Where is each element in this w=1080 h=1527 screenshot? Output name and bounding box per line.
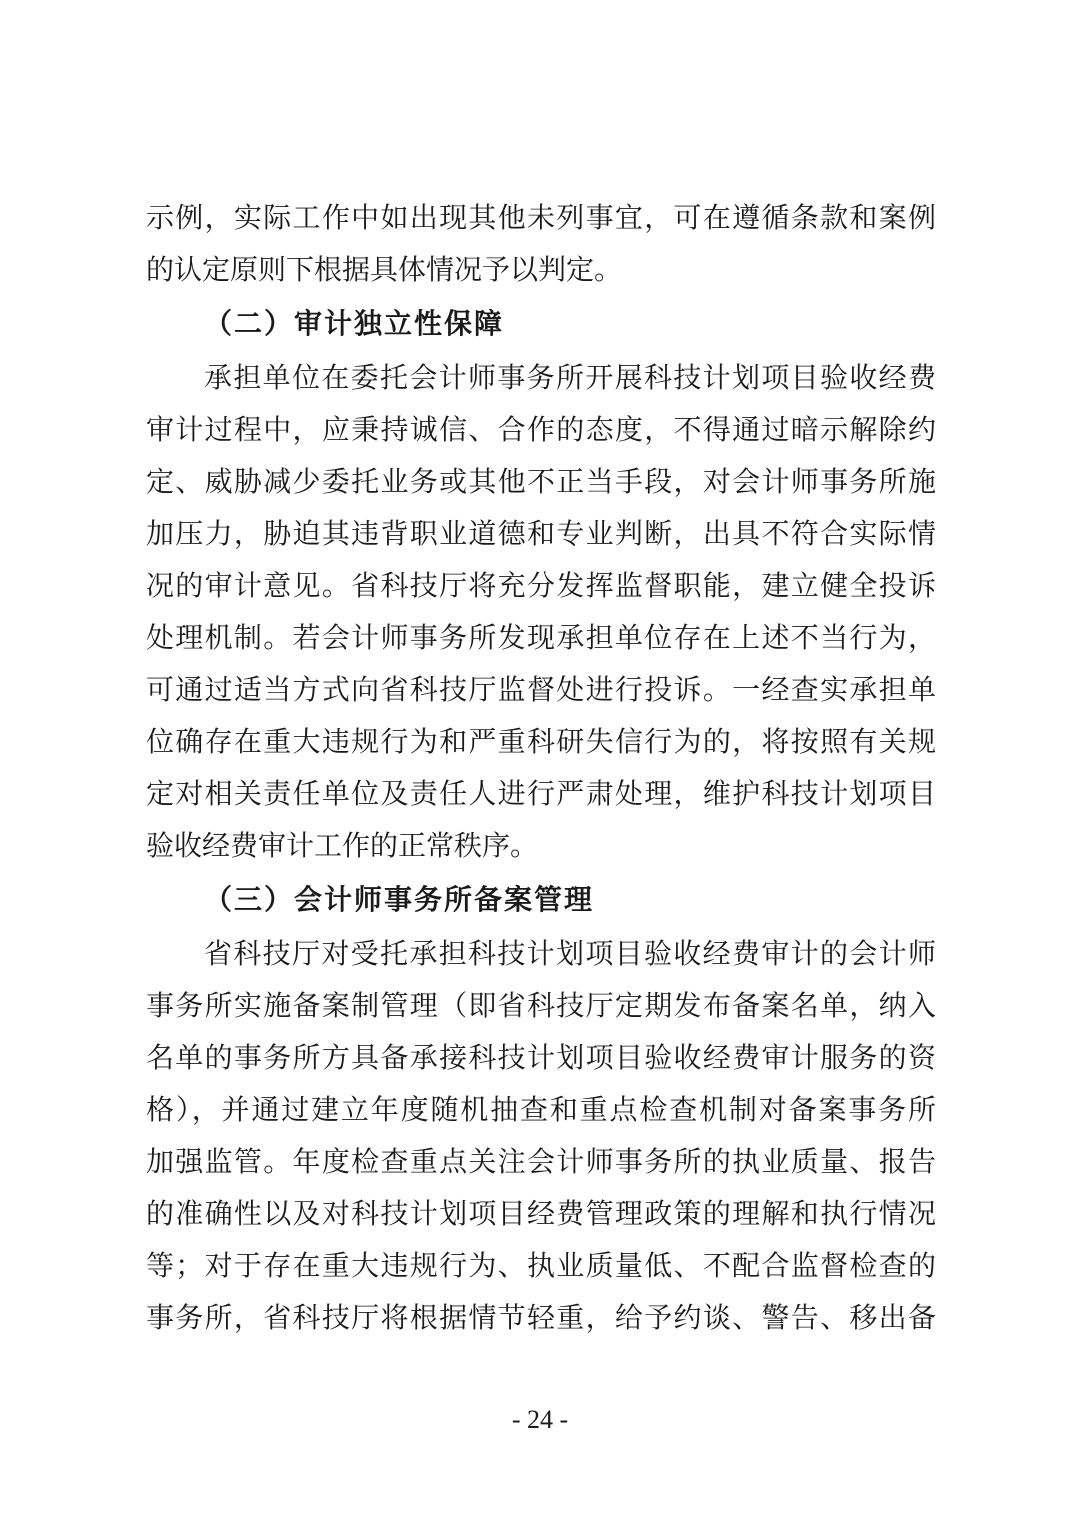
body-text-line: 的准确性以及对科技计划项目经费管理政策的理解和执行情况 <box>146 1197 936 1230</box>
page-number: - 24 - <box>511 1405 569 1434</box>
body-text-line: 况的审计意见。省科技厅将充分发挥监督职能，建立健全投诉 <box>146 569 936 602</box>
body-text-line: 省科技厅对受托承担科技计划项目验收经费审计的会计师 <box>204 937 936 970</box>
section-heading-3: （三）会计师事务所备案管理 <box>204 883 595 916</box>
body-text-line: 格），并通过建立年度随机抽查和重点检查机制对备案事务所 <box>146 1093 936 1126</box>
body-text-line: 处理机制。若会计师事务所发现承担单位存在上述不当行为， <box>146 621 936 654</box>
body-text-line: 的认定原则下根据具体情况予以判定。 <box>146 253 623 286</box>
body-text-line: 定、威胁减少委托业务或其他不正当手段，对会计师事务所施 <box>146 465 936 498</box>
body-text-line: 事务所，省科技厅将根据情节轻重，给予约谈、警告、移出备 <box>146 1301 936 1334</box>
body-text-line: 位确存在重大违规行为和严重科研失信行为的，将按照有关规 <box>146 725 936 758</box>
body-text-line: 示例，实际工作中如出现其他未列事宜，可在遵循条款和案例 <box>146 201 936 234</box>
body-text-line: 定对相关责任单位及责任人进行严肃处理，维护科技计划项目 <box>146 777 936 810</box>
body-text-line: 等；对于存在重大违规行为、执业质量低、不配合监督检查的 <box>146 1249 936 1282</box>
body-text-line: 事务所实施备案制管理（即省科技厅定期发布备案名单，纳入 <box>146 989 936 1022</box>
body-text-line: 加压力，胁迫其违背职业道德和专业判断，出具不符合实际情 <box>146 517 936 550</box>
body-text-line: 名单的事务所方具备承接科技计划项目验收经费审计服务的资 <box>146 1041 936 1074</box>
body-text-line: 可通过适当方式向省科技厅监督处进行投诉。一经查实承担单 <box>146 673 936 706</box>
section-heading-2: （二）审计独立性保障 <box>204 307 505 340</box>
body-text-line: 承担单位在委托会计师事务所开展科技计划项目验收经费 <box>204 361 936 394</box>
body-text-line: 加强监管。年度检查重点关注会计师事务所的执业质量、报告 <box>146 1145 936 1178</box>
body-text-line: 审计过程中，应秉持诚信、合作的态度，不得通过暗示解除约 <box>146 413 936 446</box>
body-text-line: 验收经费审计工作的正常秩序。 <box>146 829 539 862</box>
